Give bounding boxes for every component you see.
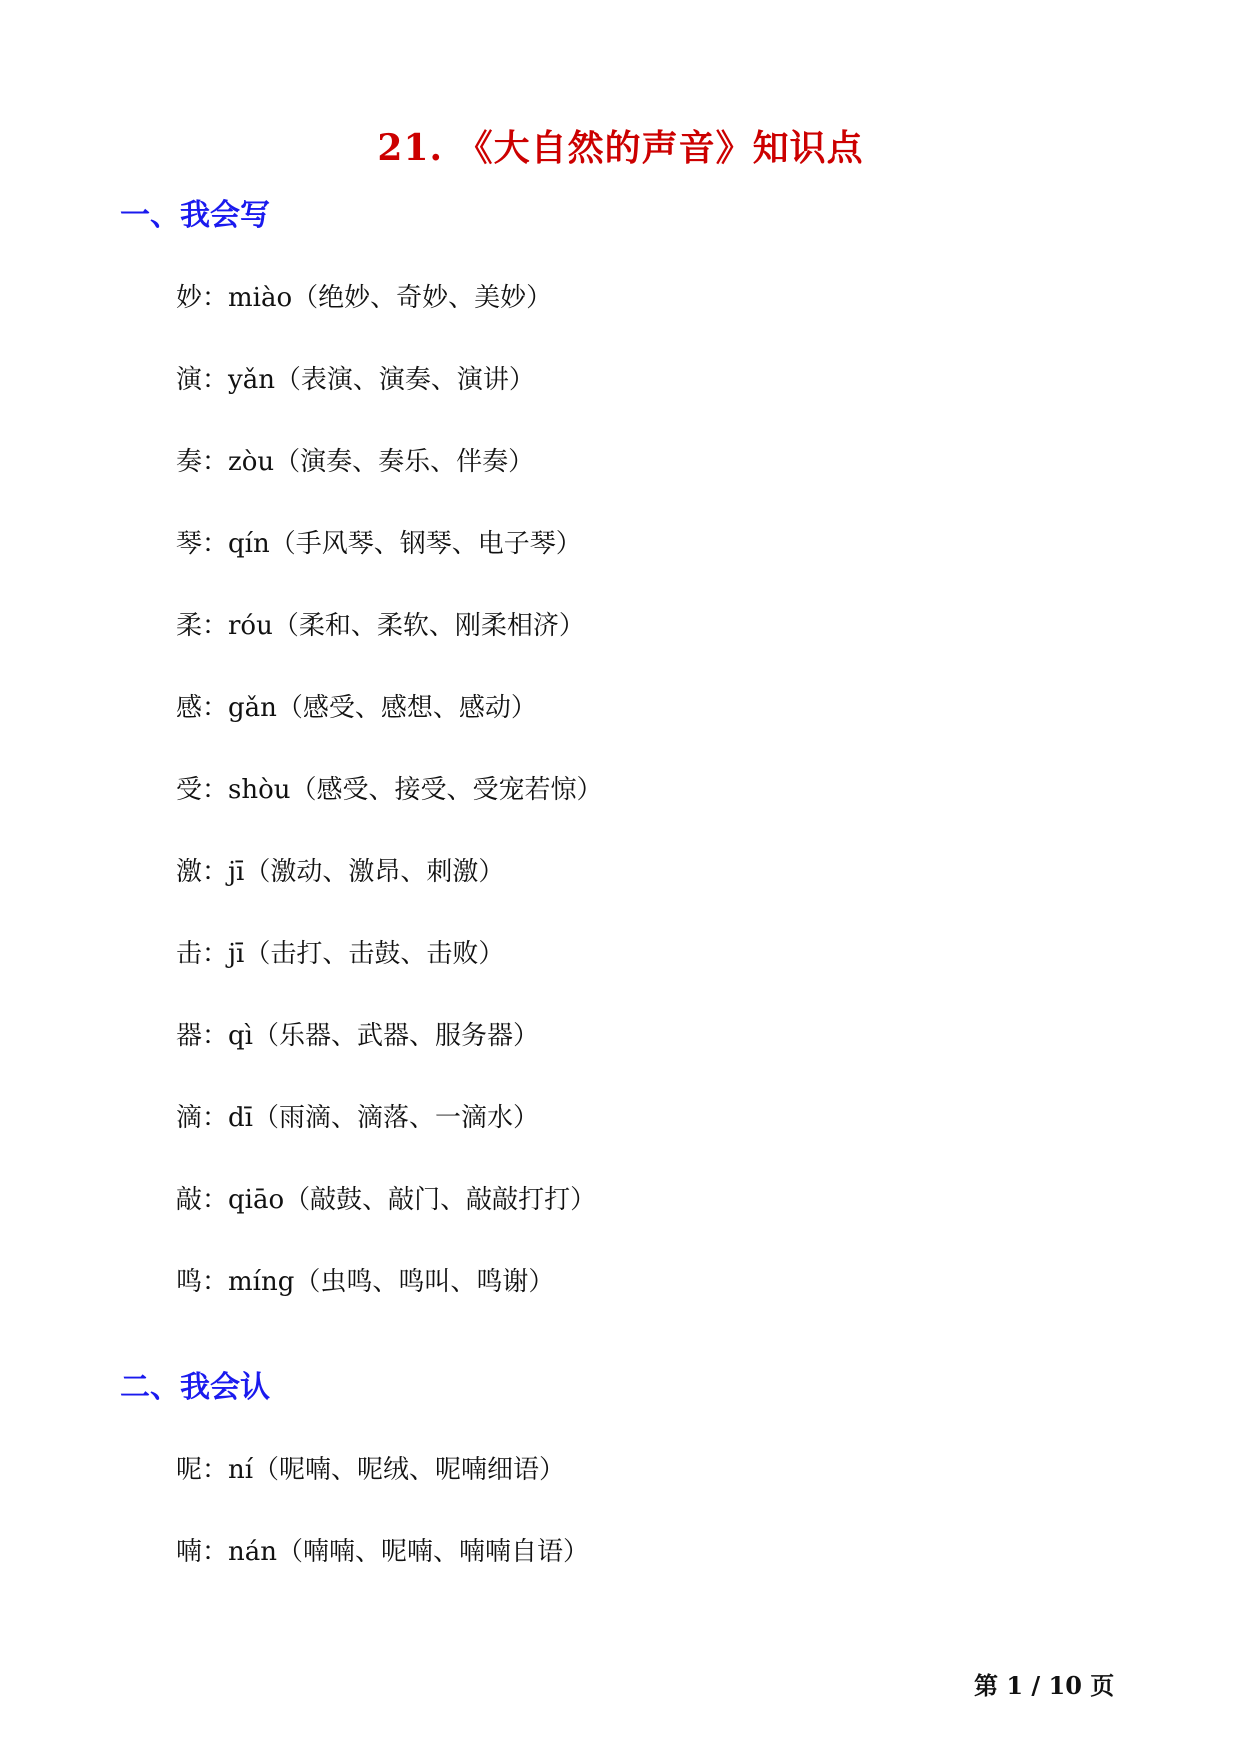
list-item: 滴：dī（雨滴、滴落、一滴水） <box>176 1103 539 1133</box>
section-heading-write: 一、我会写 <box>120 198 270 233</box>
entry-list-write <box>176 278 603 1344</box>
list-item: 演：yǎn（表演、演奏、演讲） <box>176 365 535 395</box>
list-item: 喃：nán（喃喃、呢喃、喃喃自语） <box>176 1537 589 1567</box>
list-item: 妙：miào（绝妙、奇妙、美妙） <box>176 283 553 313</box>
list-item: 感：gǎn（感受、感想、感动） <box>176 693 537 723</box>
list-item: 奏：zòu（演奏、奏乐、伴奏） <box>176 447 535 477</box>
list-item: 柔：róu（柔和、柔软、刚柔相济） <box>176 611 585 641</box>
list-item: 呢：ní（呢喃、呢绒、呢喃细语） <box>176 1455 566 1485</box>
entry-list-recognize <box>176 1450 589 1614</box>
document-title: 21. 《大自然的声音》知识点 <box>377 127 864 169</box>
list-item: 琴：qín（手风琴、钢琴、电子琴） <box>176 529 582 559</box>
list-item: 鸣：míng（虫鸣、鸣叫、鸣谢） <box>176 1267 555 1297</box>
list-item: 受：shòu（感受、接受、受宠若惊） <box>176 775 603 805</box>
section-heading-recognize: 二、我会认 <box>120 1370 270 1405</box>
list-item: 击：jī（击打、击鼓、击败） <box>176 939 505 969</box>
page-number: 第 1 / 10 页 <box>974 1671 1115 1700</box>
list-item: 激：jī（激动、激昂、刺激） <box>176 857 505 887</box>
list-item: 器：qì（乐器、武器、服务器） <box>176 1021 539 1051</box>
list-item: 敲：qiāo（敲鼓、敲门、敲敲打打） <box>176 1185 597 1215</box>
